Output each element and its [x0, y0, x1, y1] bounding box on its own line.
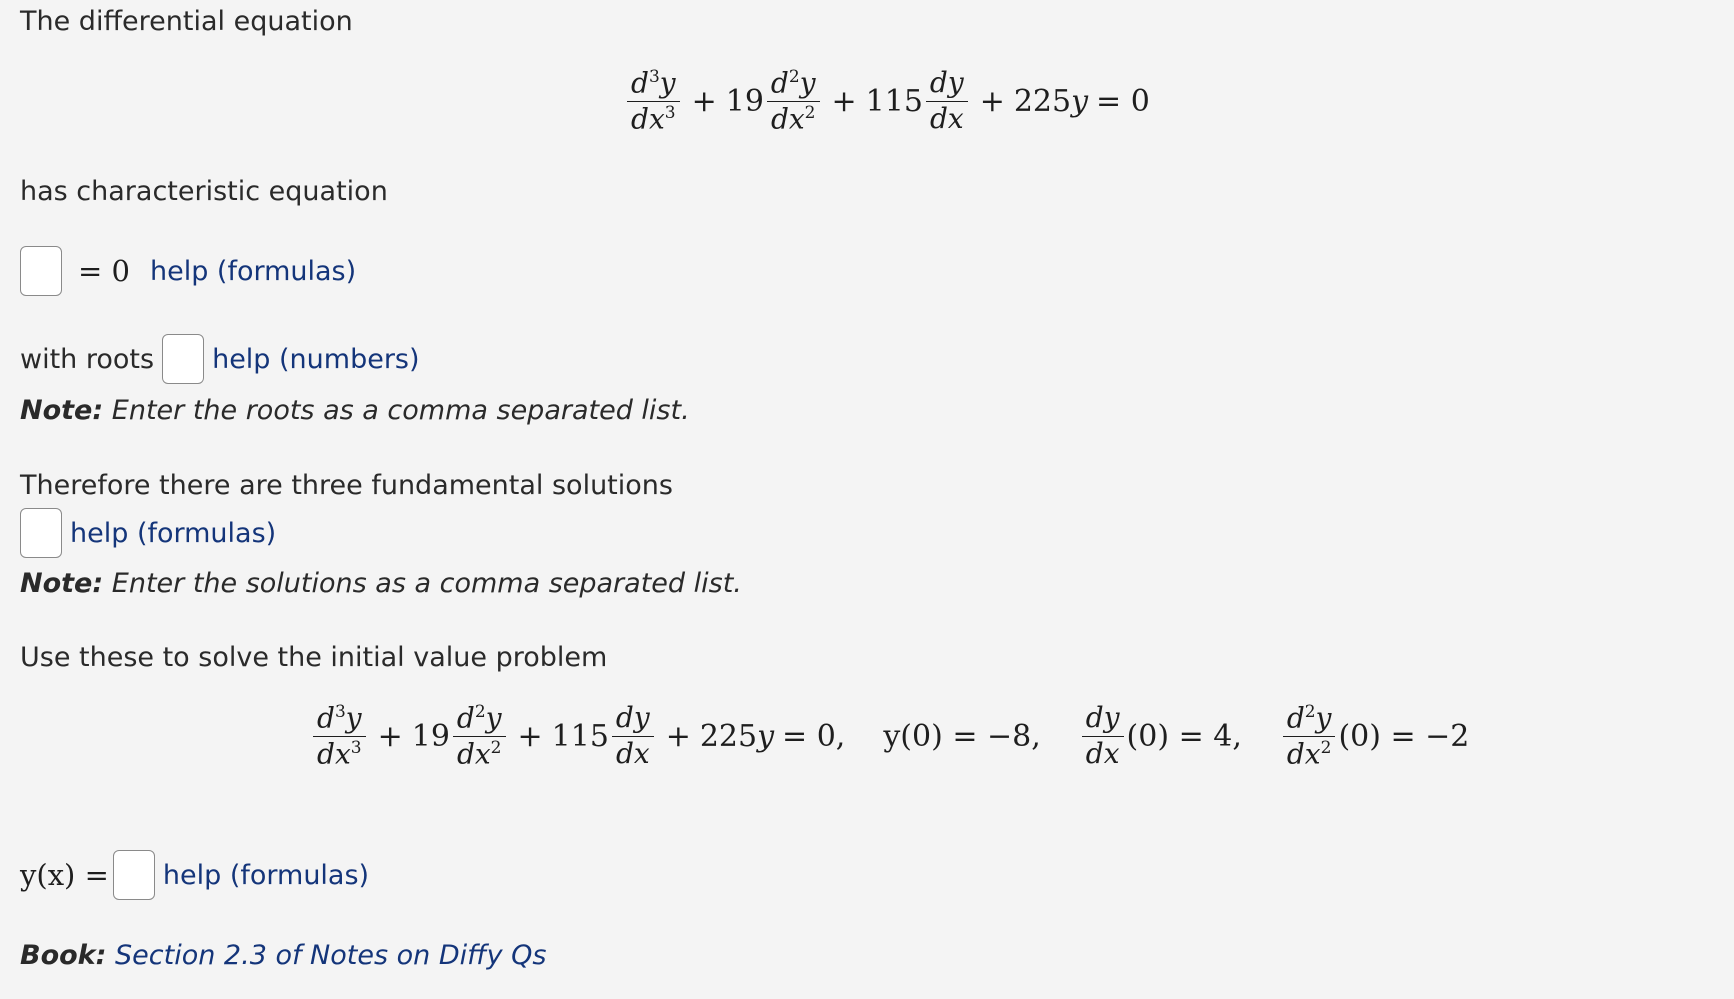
ivp-d2y0: (0) = −2: [1338, 719, 1470, 755]
char-eq-input[interactable]: [20, 246, 62, 296]
ivp-second-derivative: $\frac{d^2y}{dx^2}$: [453, 703, 506, 770]
yx-label: y(x) =: [20, 858, 109, 892]
roots-note: Note: Enter the roots as a comma separated list.: [20, 395, 690, 426]
ivp-d2y-fraction: $\frac{d^2y}{dx^2}$: [1283, 703, 1336, 770]
book-row: [20, 940, 547, 971]
yx-input[interactable]: [113, 850, 155, 900]
fund-label: Therefore there are three fundamental solutions: [20, 470, 673, 501]
roots-input[interactable]: [162, 334, 204, 384]
char-eq-row: [20, 246, 356, 296]
roots-row: [20, 334, 420, 384]
ivp-display: $\frac{d^3y}{dx^3}$ + 19 $\frac{d^2y}{dx^2}$ + 115 $\frac{dy}{dx}$ + 225 y = 0, y(0) = −8, $\frac{dy}{dx}$ (0) = 4, $\frac{d^2y}{dx^2}$ (0) = −2: [310, 703, 1469, 770]
book-label: Book:: [20, 940, 107, 971]
help-formulas-link-2[interactable]: help (formulas): [70, 517, 277, 549]
third-derivative-fraction: $\frac{d^3y}{dx^3}$: [627, 68, 680, 135]
char-label: has characteristic equation: [20, 176, 388, 207]
ode-display: $\frac{d^3y}{dx^3}$ + 19 $\frac{d^2y}{dx^2}$ + 115 $\frac{dy}{dx}$ + 225 y = 0: [624, 68, 1150, 135]
intro-text: The differential equation: [20, 6, 353, 37]
ivp-third-derivative: $\frac{d^3y}{dx^3}$: [313, 703, 366, 770]
help-formulas-link[interactable]: help (formulas): [149, 255, 357, 287]
ivp-dy-fraction: $\frac{dy}{dx}$: [1082, 703, 1124, 770]
ivp-first-derivative: $\frac{dy}{dx}$: [612, 703, 654, 770]
char-eq-rhs: = 0: [78, 254, 130, 288]
yx-row: [20, 850, 369, 900]
second-derivative-fraction: $\frac{d^2y}{dx^2}$: [767, 68, 820, 135]
fund-row: [20, 508, 276, 558]
ivp-label: Use these to solve the initial value problem: [20, 642, 608, 673]
ivp-dy0: (0) = 4,: [1126, 719, 1242, 755]
help-formulas-link-3[interactable]: help (formulas): [162, 859, 370, 891]
solutions-note: Note: Enter the solutions as a comma separated list.: [20, 568, 742, 599]
fundamental-solutions-input[interactable]: [20, 508, 62, 558]
roots-label: with roots: [20, 343, 155, 375]
book-link[interactable]: Section 2.3 of Notes on Diffy Qs: [115, 940, 547, 971]
ivp-y0: y(0) = −8,: [883, 719, 1041, 755]
first-derivative-fraction: $\frac{dy}{dx}$: [926, 68, 968, 135]
help-numbers-link[interactable]: help (numbers): [212, 343, 420, 375]
